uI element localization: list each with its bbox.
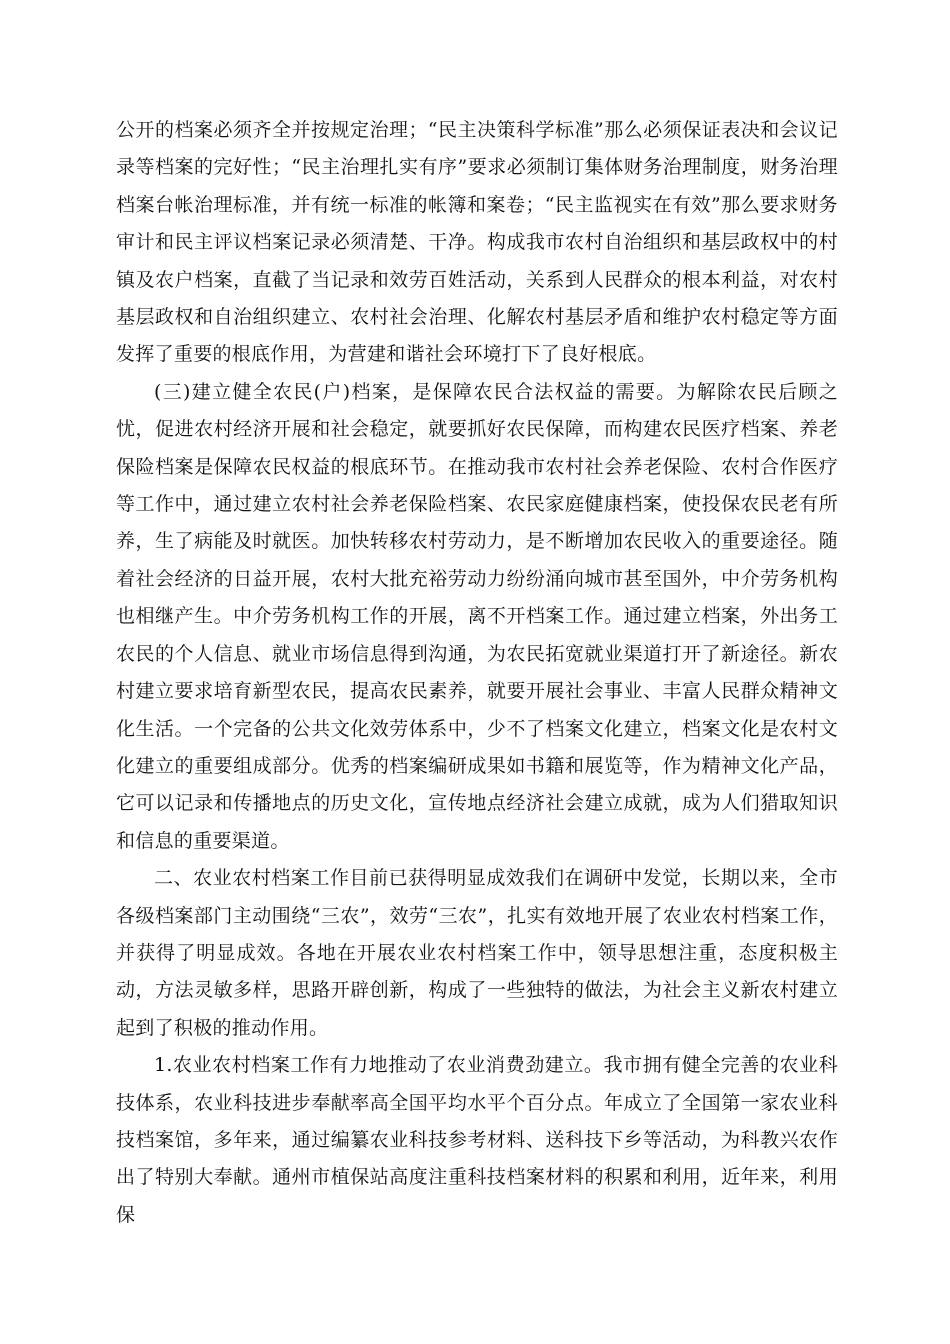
paragraph-item-one: 1.农业农村档案工作有力地推动了农业消费劲建立。我市拥有健全完善的农业科技体系，农业科技进步奉献率高全国平均水平个百分点。年成立了全国第一家农业科技档案馆，多年来，通过编纂农业科技参考材料、送科技下乡等活动，为科教兴农作出了特别大奉献。通州市植保站高度注重科技档案材料的积累和利用，近年来，利用保 — [116, 1054, 838, 1226]
paragraph-section-two: 二、农业农村档案工作目前已获得明显成效我们在调研中发觉，长期以来，全市各级档案部门主动围绕“三农”，效劳“三农”，扎实有效地开展了农业农村档案工作，并获得了明显成效。各地在开展农业农村档案工作中，领导思想注重，态度积极主动，方法灵敏多样，思路开辟创新，构成了一些独特的做法，为社会主义新农村建立起到了积极的推动作用。 — [116, 867, 838, 1039]
document-page — [116, 112, 838, 1234]
paragraph-continuation: 公开的档案必须齐全并按规定治理；“民主决策科学标准”那么必须保证表决和会议记录等档案的完好性；“民主治理扎实有序”要求必须制订集体财务治理制度，财务治理档案台帐治理标准，并有统一标准的帐簿和案卷；“民主监视实在有效”那么要求财务审计和民主评议档案记录必须清楚、干净。构成我市农村自治组织和基层政权中的村镇及农户档案，直截了当记录和效劳百姓活动，关系到人民群众的根本利益，对农村基层政权和自治组织建立、农村社会治理、化解农村基层矛盾和维护农村稳定等方面发挥了重要的根底作用，为营建和谐社会环境打下了良好根底。 — [116, 119, 838, 366]
paragraph-farmer-archives: (三)建立健全农民(户)档案，是保障农民合法权益的需要。为解除农民后顾之忧，促进农村经济开展和社会稳定，就要抓好农民保障，而构建农民医疗档案、养老保险档案是保障农民权益的根底环节。在推动我市农村社会养老保险、农村合作医疗等工作中，通过建立农村社会养老保险档案、农民家庭健康档案，使投保农民老有所养，生了病能及时就医。加快转移农村劳动力，是不断增加农民收入的重要途径。随着社会经济的日益开展，农村大批充裕劳动力纷纷涌向城市甚至国外，中介劳务机构也相继产生。中介劳务机构工作的开展，离不开档案工作。通过建立档案，外出务工农民的个人信息、就业市场信息得到沟通，为农民拓宽就业渠道打开了新途径。新农村建立要求培育新型农民，提高农民素养，就要开展社会事业、丰富人民群众精神文化生活。一个完备的公共文化效劳体系中，少不了档案文化建立，档案文化是农村文化建立的重要组成部分。优秀的档案编研成果如书籍和展览等，作为精神文化产品，它可以记录和传播地点的历史文化，宣传地点经济社会建立成就，成为人们猎取知识和信息的重要渠道。 — [116, 380, 838, 852]
